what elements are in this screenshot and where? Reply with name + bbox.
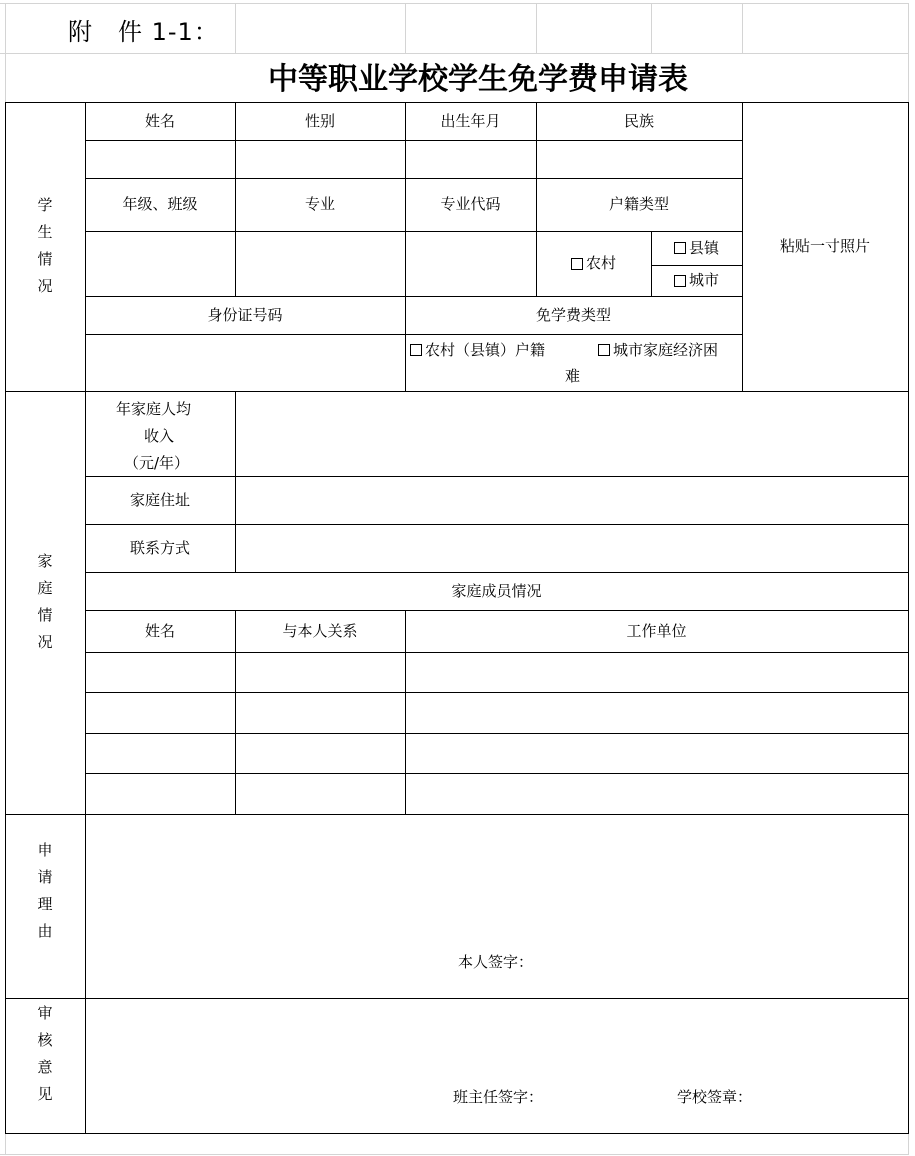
school-seal-label: 学校签章：: [677, 1088, 753, 1106]
income-label-line2: 收入: [144, 427, 175, 445]
table-border: [85, 140, 743, 141]
id-number-header: 身份证号码: [207, 305, 283, 324]
address-label: 家庭住址: [129, 490, 190, 509]
city-option-label: 城市: [688, 271, 719, 289]
gridline: [651, 3, 652, 53]
grade-class-header: 年级、班级: [122, 195, 198, 213]
applicant-signature-label: 本人签字：: [458, 953, 534, 971]
review-section-label: 审核意见: [37, 1004, 53, 1103]
county-town-option-label: 县镇: [688, 238, 719, 257]
table-border: [235, 391, 236, 572]
reason-section-label: 申请理由: [37, 841, 53, 940]
major-header: 专业: [304, 195, 335, 213]
ethnicity-header: 民族: [623, 111, 654, 130]
table-border: [85, 692, 909, 693]
checkbox-city[interactable]: [674, 275, 686, 287]
members-header: 家庭成员情况: [451, 581, 542, 600]
checkbox-city-poverty[interactable]: [598, 344, 610, 356]
gridline: [0, 3, 909, 4]
checkbox-rural-county[interactable]: [410, 344, 422, 356]
exemption-option-rural-county[interactable]: [410, 340, 545, 360]
contact-label: 联系方式: [129, 538, 190, 557]
family-section-label: 家庭情况: [37, 552, 53, 651]
teacher-signature-label: 班主任签字：: [453, 1088, 544, 1106]
table-border: [85, 733, 909, 734]
hukou-type-header: 户籍类型: [608, 195, 669, 213]
major-code-header: 专业代码: [440, 195, 501, 213]
member-name-column: 姓名: [144, 621, 175, 640]
table-border: [5, 391, 909, 392]
gridline: [742, 3, 743, 53]
gridline: [235, 3, 236, 53]
table-border: [85, 652, 909, 653]
gridline: [0, 1154, 909, 1155]
checkbox-county-town[interactable]: [674, 242, 686, 254]
table-border: [5, 998, 909, 999]
exemption-type-header: 免学费类型: [535, 305, 611, 324]
city-option[interactable]: [651, 265, 742, 296]
income-label-line3: （元/年）: [124, 454, 190, 472]
exemption-option-city-poverty[interactable]: [598, 340, 718, 360]
exemption-option-rural-county-label: 农村（县镇）户籍: [425, 341, 546, 359]
birth-header: 出生年月: [440, 111, 501, 130]
income-label-line1: 年家庭人均: [116, 400, 192, 418]
exemption-option-city-poverty-label: 城市家庭经济困: [613, 341, 719, 359]
gridline: [405, 3, 406, 53]
table-border: [908, 102, 909, 1134]
member-workplace-column: 工作单位: [626, 621, 687, 640]
rural-option[interactable]: [536, 231, 651, 296]
name-header: 姓名: [144, 111, 175, 130]
county-town-option[interactable]: [651, 231, 742, 265]
page-title: 中等职业学校学生免学费申请表: [268, 62, 688, 97]
checkbox-rural[interactable]: [571, 258, 583, 270]
gridline: [536, 3, 537, 53]
gender-header: 性别: [304, 111, 335, 130]
rural-option-label: 农村: [585, 254, 616, 272]
student-section-label: 学生情况: [37, 196, 53, 295]
gridline: [0, 53, 909, 54]
table-border: [5, 1133, 909, 1134]
table-border: [85, 334, 743, 335]
exemption-option-city-poverty-cont: 难: [565, 367, 581, 385]
table-border: [85, 773, 909, 774]
attachment-label: 附 件 1-1：: [68, 18, 219, 46]
table-border: [5, 102, 6, 1134]
table-border: [5, 814, 909, 815]
member-relation-column: 与本人关系: [282, 621, 358, 640]
photo-placeholder: 粘贴一寸照片: [779, 237, 870, 255]
